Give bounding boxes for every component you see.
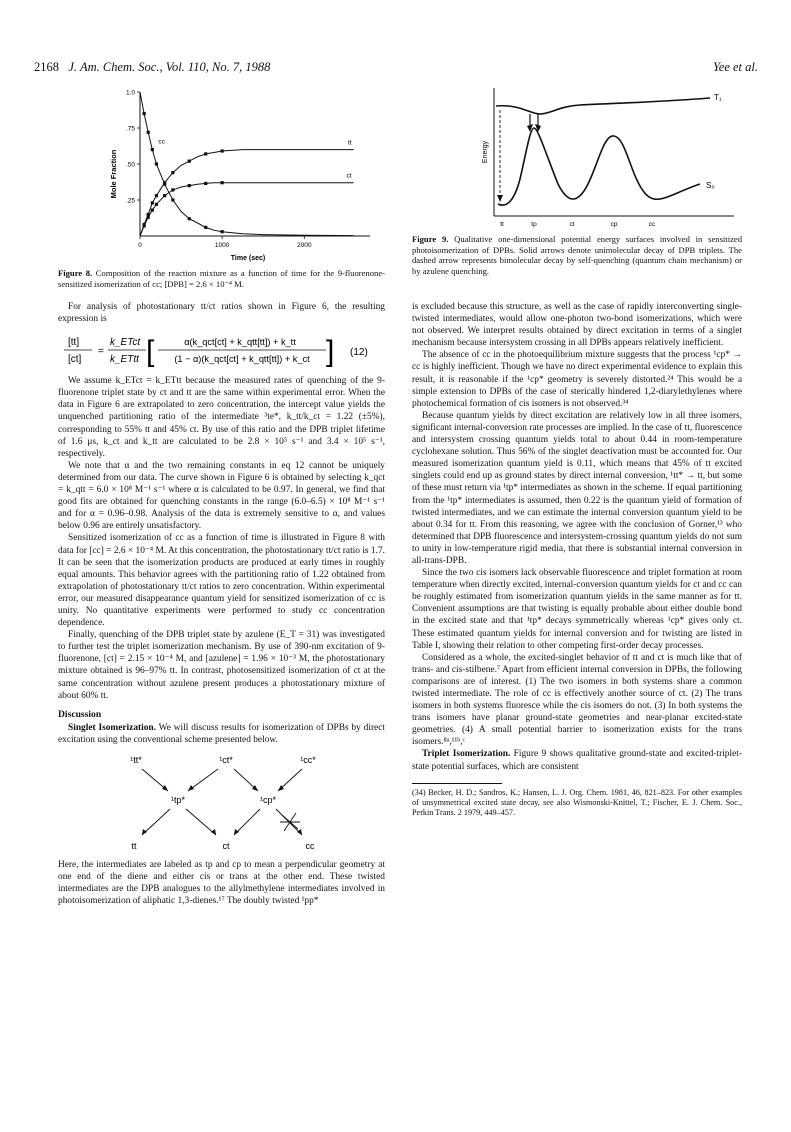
- triplet-isomerization-runin: Triplet Isomerization.: [422, 749, 511, 760]
- s0-surface: [498, 128, 700, 205]
- figure-8-chart: [100, 86, 390, 264]
- x-label-cc: cc: [648, 221, 656, 228]
- data-point-cc: [155, 162, 158, 165]
- right-paragraph-6: [412, 748, 742, 772]
- arrow-tp-ct: [186, 809, 216, 835]
- data-point-ct: [163, 194, 166, 197]
- left-paragraph-2: We assume k_ETct = k_ETtt because the measured rates of quenching of the 9-fluorenone triplet state by ct and tt are the same within experimental error. When the data in Figure 6 are extrapolated to zero concentration, the intercept value yields the unquenched partitioning ratio of the intermediate ³te*, k_tt/k_ct = 1.22 (±5%), corresponding to 55% tt and 45% ct. By use of this ratio and the DPB triplet lifetime of 1.6 μs, k_ct and k_tt are calculated to be 2.8 × 10⁵ s⁻¹ and 3.4 × 10⁵ s⁻¹, respectively.: [58, 376, 385, 459]
- footnote-rule: [412, 783, 502, 784]
- figure-9-caption-text: Qualitative one-dimensional potential energy surfaces involved in sensitized photoisomerization of DPBs. Solid arrows denote unimolecular decay of DPB triplets. The dashed arrow represents bimolecular decay by self-quenching (quantum chain mechanism) or by azulene quenching.: [412, 234, 743, 276]
- footnote-34: (34) Becker, H. D.; Sandros, K.; Hansen, L. J. Org. Chem. 1981, 46, 821–823. For other examples of unsymmetrical excited state decay, see also Wismonski-Knittel, T.; Fischer, E. J. Chem. Soc., Perkin Trans. 2 1979, 449–457.: [412, 787, 742, 817]
- data-point-cc: [147, 131, 150, 134]
- left-paragraph-1: For analysis of photostationary tt/ct ratios shown in Figure 6, the resulting expression is: [58, 302, 385, 325]
- data-point-ct: [151, 208, 154, 211]
- y-tick-label: 1.0: [125, 89, 135, 97]
- page-number: 2168: [34, 60, 59, 74]
- svg-text:=: =: [98, 346, 104, 358]
- equation-12: [58, 330, 385, 372]
- eq-k-numerator: k_ETct: [110, 337, 141, 349]
- y-tick-label: .50: [125, 161, 135, 169]
- left-paragraph-7: Here, the intermediates are labeled as tp and cp to mean a perpendicular geometry at one end of the diene and either cis or trans at the other end. These twisted intermediates are the DPB analogues to the allylmethylene intermediates involved in photoisomerization of aliphatic 1,3-dienes.¹⁷ The doubly twisted ¹pp*: [58, 859, 385, 907]
- data-point-ct: [204, 182, 207, 185]
- data-point-tt: [155, 194, 158, 197]
- data-point-cc: [163, 183, 166, 186]
- data-point-ct: [147, 216, 150, 219]
- x-label-cp: cp: [610, 221, 618, 228]
- figure-8-ticks: [126, 90, 312, 250]
- t1-label: T₁: [714, 93, 722, 102]
- figure-9-caption: [412, 234, 742, 276]
- data-point-cc: [171, 198, 174, 201]
- data-point-tt: [171, 171, 174, 174]
- left-paragraph-3: We note that α and the two remaining constants in eq 12 cannot be uniquely determined from our data. The curve shown in Figure 6 is obtained by selecting k_qct = k_qtt = 6.0 × 10⁸ M⁻¹ s⁻¹ where α is calculated to be 0.97. In general, we find that good fits are obtained for quenching constants in the range (6.0–6.5) × 10⁸ M⁻¹ s⁻¹ and for α = 0.96–0.98. Analysis of the data is extremely sensitive to α, and values below 0.96 are entirely unsatisfactory.: [58, 460, 385, 532]
- figure-8-xlabel: Time (sec): [230, 255, 266, 262]
- scheme-cc: cc: [305, 840, 315, 851]
- y-tick-label: .25: [125, 197, 135, 205]
- right-paragraph-1: is excluded because this structure, as well as the case of rapidly interconverting single-twisted intermediates, would allow one-photon two-bond isomerizations, which were not observed. We interpret results obtained by direct excitation in terms of a singlet mechanism because intersystem crossing in all DPBs appears relatively inefficient.: [412, 302, 742, 349]
- y-tick-label: .75: [125, 125, 135, 133]
- left-paragraph-5: Finally, quenching of the DPB triplet state by azulene (E_T = 31) was investigated to further test the triplet isomerization mechanism. By use of 390-nm excitation of 9-fluorenone, [ct] = 2.15 × 10⁻⁴ M, and [azulene] = 1.96 × 10⁻³ M, the photostationary mixture obtained is 96–97% tt. In contrast, photosensitized isomerization of ct at the same concentration without azulene present produces a photostationary mixture of about 60% tt.: [58, 630, 385, 701]
- eq-rhs-numerator: α(k_qct[ct] + k_qtt[tt]) + k_tt: [184, 337, 296, 348]
- singlet-isomerization-runin: Singlet Isomerization.: [68, 722, 156, 733]
- data-point-cc: [221, 230, 224, 233]
- data-point-cc: [143, 112, 146, 115]
- t1-surface: [496, 98, 710, 114]
- scheme-tt: tt: [131, 840, 137, 851]
- scheme-tt-star: ¹tt*: [130, 754, 142, 765]
- data-point-ct: [221, 181, 224, 184]
- left-column: [58, 301, 385, 907]
- x-tick-label: 0: [138, 242, 142, 249]
- discussion-heading: Discussion: [58, 708, 102, 720]
- data-point-tt: [221, 149, 224, 152]
- figure-8-caption-label: Figure 8.: [58, 268, 93, 278]
- data-point-tt: [188, 160, 191, 163]
- figure-8-axes: [140, 92, 370, 236]
- svg-text:[: [: [146, 335, 155, 369]
- arrow-tp-tt: [142, 809, 170, 835]
- svg-text:]: ]: [326, 335, 335, 369]
- volume-info: Vol. 110, No. 7, 1988: [165, 60, 271, 74]
- eq-lhs-numerator: [tt]: [68, 337, 80, 349]
- figure-8-caption: [58, 268, 385, 289]
- isomerization-scheme: [58, 749, 385, 859]
- equation-12-graphic: [58, 330, 385, 372]
- s0-label: S₀: [706, 181, 715, 190]
- data-point-ct: [143, 224, 146, 227]
- scheme-cc-star: ¹cc*: [300, 754, 316, 765]
- right-paragraph-3: Because quantum yields by direct excitation are relatively low in all three isomers, significant internal-conversion rate processes are implied. In the case of tt, fluorescence and intersystem crossing quantum yields total to about 0.44 in room-temperature cyclohexane solution. Thus 56% of the singlet deactivation must be accounted for. Our measured isomerization quantum yield is 0.11, which means that 45% of tt excited singlets could end up as ground states by direct internal conversion, ¹tt* → tt, but some of these must return via ¹tp* intermediates as shown in the scheme. If equal partitioning from the ¹tp* intermediates is assumed, then 0.22 is the quantum yield of formation of twisted intermediates, and we can estimate the internal conversion quantum yield to be about 0.34 for tt. From this reasoning, we agree with the conclusion of Gorner,¹³ who determined that DPB fluorescence and intersystem-crossing quantum yields do not sum to unity in low-temperature rigid media, that there is substantial internal conversion in all-trans-DPB.: [412, 410, 742, 566]
- series-line-tt: [140, 150, 354, 236]
- scheme-ct: ct: [222, 840, 230, 851]
- scheme-cp-star: ¹cp*: [259, 794, 277, 805]
- right-paragraph-5: Considered as a whole, the excited-singlet behavior of tt and ct is much like that of trans- and cis-stilbene.⁷ Apart from efficient internal conversion in DPBs, the following comparisons are of interest. (1) The two isomers in both systems share a common twisted intermediate. The role of cc is effectively another source of ct. (2) The trans isomers in both systems fluoresce while the cis isomers do not. (3) In both systems the trans isomers have planar ground-state geometries and near-planar excited-state geometries. (4) A small potential barrier to isomerization exists for the trans isomers.⁸ᵃ,¹¹ᵇ,ᶜ: [412, 652, 742, 748]
- scheme-tp-star: ¹tp*: [170, 794, 186, 805]
- data-point-tt: [204, 152, 207, 155]
- data-point-tt: [151, 201, 154, 204]
- running-author: Yee et al.: [712, 60, 758, 74]
- right-paragraph-4: Since the two cis isomers lack observable fluorescence and triplet formation at room temperature when directly excited, internal-conversion quantum yields for ct and cc can be roughly estimated from isomerization quantum yields in the same manner as for tt. Convenient assumptions are that twisting is equally probable about either double bond in the excited state and that ¹tp* decays symmetrically whereas ¹cp* gives only ct. These estimated quantum yields for internal conversion and for twisting are listed in Table I, showing their relation to other competing first-order decay processes.: [412, 568, 742, 651]
- x-label-ct: ct: [569, 221, 575, 228]
- series-label-ct: ct: [346, 172, 352, 180]
- left-paragraph-4: Sensitized isomerization of cc as a function of time is illustrated in Figure 8 with data for [cc] = 2.6 × 10⁻⁴ M. At this concentration, the photostationary tt/ct ratio is 1.7. It can be seen that the isomerization products are produced at early times in roughly equal amounts. This behavior agrees with the partitioning ratio of 1.22 obtained from extrapolation of photostationary tt/ct ratios to zero concentration. Within experimental error, our measured disappearance quantum yield for sensitized isomerization of cc is unity. No quantitative experiments were performed to study cc concentration dependence.: [58, 533, 385, 629]
- series-label-cc: cc: [158, 138, 165, 146]
- right-paragraph-6-text: Figure 9 shows qualitative ground-state and excited-triplet-state potential surfaces, which are consistent: [412, 749, 742, 772]
- scheme-ct-star: ¹ct*: [219, 754, 233, 765]
- x-label-tp: tp: [531, 221, 537, 228]
- figure-9-diagram: [480, 84, 742, 232]
- figure-9-caption-label: Figure 9.: [412, 234, 449, 244]
- x-tick-label: 1000: [214, 242, 230, 249]
- figure-9-ylabel: Energy: [482, 140, 489, 164]
- figure-8-ylabel: Mole Fraction: [109, 149, 118, 199]
- data-point-cc: [151, 148, 154, 151]
- series-label-tt: tt: [347, 139, 352, 147]
- left-paragraph-6-text: We will discuss results for isomerization of DPBs by direct excitation using the conventional scheme presented below.: [58, 722, 385, 745]
- data-point-ct: [188, 184, 191, 187]
- eq-k-denominator: k_ETtt: [110, 354, 139, 366]
- data-point-cc: [188, 217, 191, 220]
- series-line-cc: [140, 92, 354, 236]
- left-paragraph-6: [58, 722, 385, 746]
- arrow-cp-ct: [234, 809, 260, 835]
- figure-8-series: [140, 92, 354, 236]
- right-paragraph-2: The absence of cc in the photoequilibrium mixture suggests that the process ¹cp* → cc is highly inefficient. Though we have no direct experimental evidence to explain this result, it is reasonable if the ¹cp* geometry is severely distorted.²⁴ This would be a simple extension to DPBs of the case of sterically hindered 1,2-diarylethylenes where photochemical formation of cis isomers is not observed.³⁴: [412, 350, 742, 409]
- figure-8-caption-text: Composition of the reaction mixture as a function of time for the 9-fluorenone-sensitized isomerization of cc; [DPB] = 2.6 × 10⁻⁴ M.: [58, 268, 385, 289]
- x-label-tt: tt: [500, 221, 504, 228]
- data-point-ct: [171, 188, 174, 191]
- data-point-cc: [204, 226, 207, 229]
- eq-rhs-denominator: (1 − α)(k_qct[ct] + k_qtt[tt]) + k_ct: [174, 354, 310, 365]
- page-header: [34, 60, 758, 78]
- journal-name: J. Am. Chem. Soc.,: [68, 60, 163, 74]
- x-tick-label: 2000: [297, 242, 312, 249]
- eq-lhs-denominator: [ct]: [68, 354, 82, 366]
- eq-number: (12): [350, 347, 368, 359]
- data-point-ct: [155, 203, 158, 206]
- right-column: [412, 301, 742, 818]
